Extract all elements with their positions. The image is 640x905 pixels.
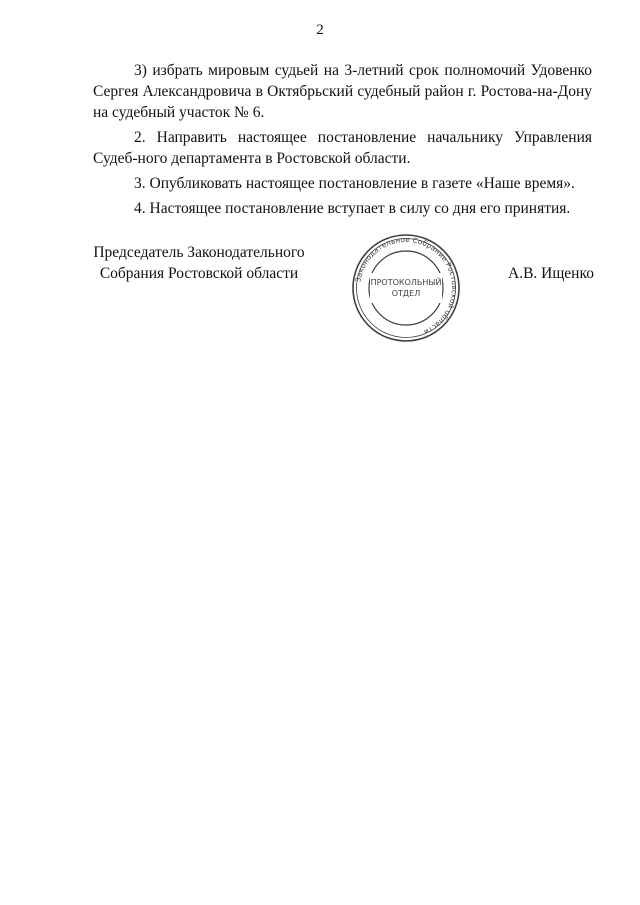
page-number: 2 <box>316 22 324 38</box>
official-seal <box>342 233 470 343</box>
paragraph-line: 4. Настоящее постановление вступает в силу со дня его принятия. <box>134 200 571 217</box>
paragraph-line: Сергея Александровича в Октябрьский судебный район г. Ростова-на-Дону <box>93 83 592 100</box>
paragraph-item-3 <box>93 60 592 123</box>
paragraph-line: ного департамента в Ростовской области. <box>137 150 411 167</box>
seal-inner-line2: ОТДЕЛ <box>391 289 421 298</box>
paragraph-line: 2. Направить настоящее постановление начальнику Управления Судеб- <box>93 129 592 167</box>
paragraph-point-3 <box>93 173 592 194</box>
seal-inner-line1: ПРОТОКОЛЬНЫЙ <box>370 278 442 287</box>
signer-title-line: Председатель Законодательного <box>93 244 305 261</box>
seal-outer-text: Законодательное Собрание Ростовской области <box>353 234 460 338</box>
signer-title-line: Собрания Ростовской области <box>99 265 299 282</box>
document-body <box>93 60 592 219</box>
paragraph-line: 3) избрать мировым судьей на 3-летний срок полномочий Удовенко <box>134 62 592 79</box>
signature-block <box>0 242 640 352</box>
paragraph-point-4 <box>93 198 592 219</box>
signer-title <box>93 242 305 284</box>
paragraph-line: 3. Опубликовать настоящее постановление в газете «Наше время». <box>134 175 575 192</box>
paragraph-point-2 <box>93 127 592 169</box>
signer-name: А.В. Ищенко <box>508 265 594 282</box>
seal-graphic <box>342 233 470 343</box>
paragraph-line: на судебный участок № 6. <box>93 104 265 121</box>
